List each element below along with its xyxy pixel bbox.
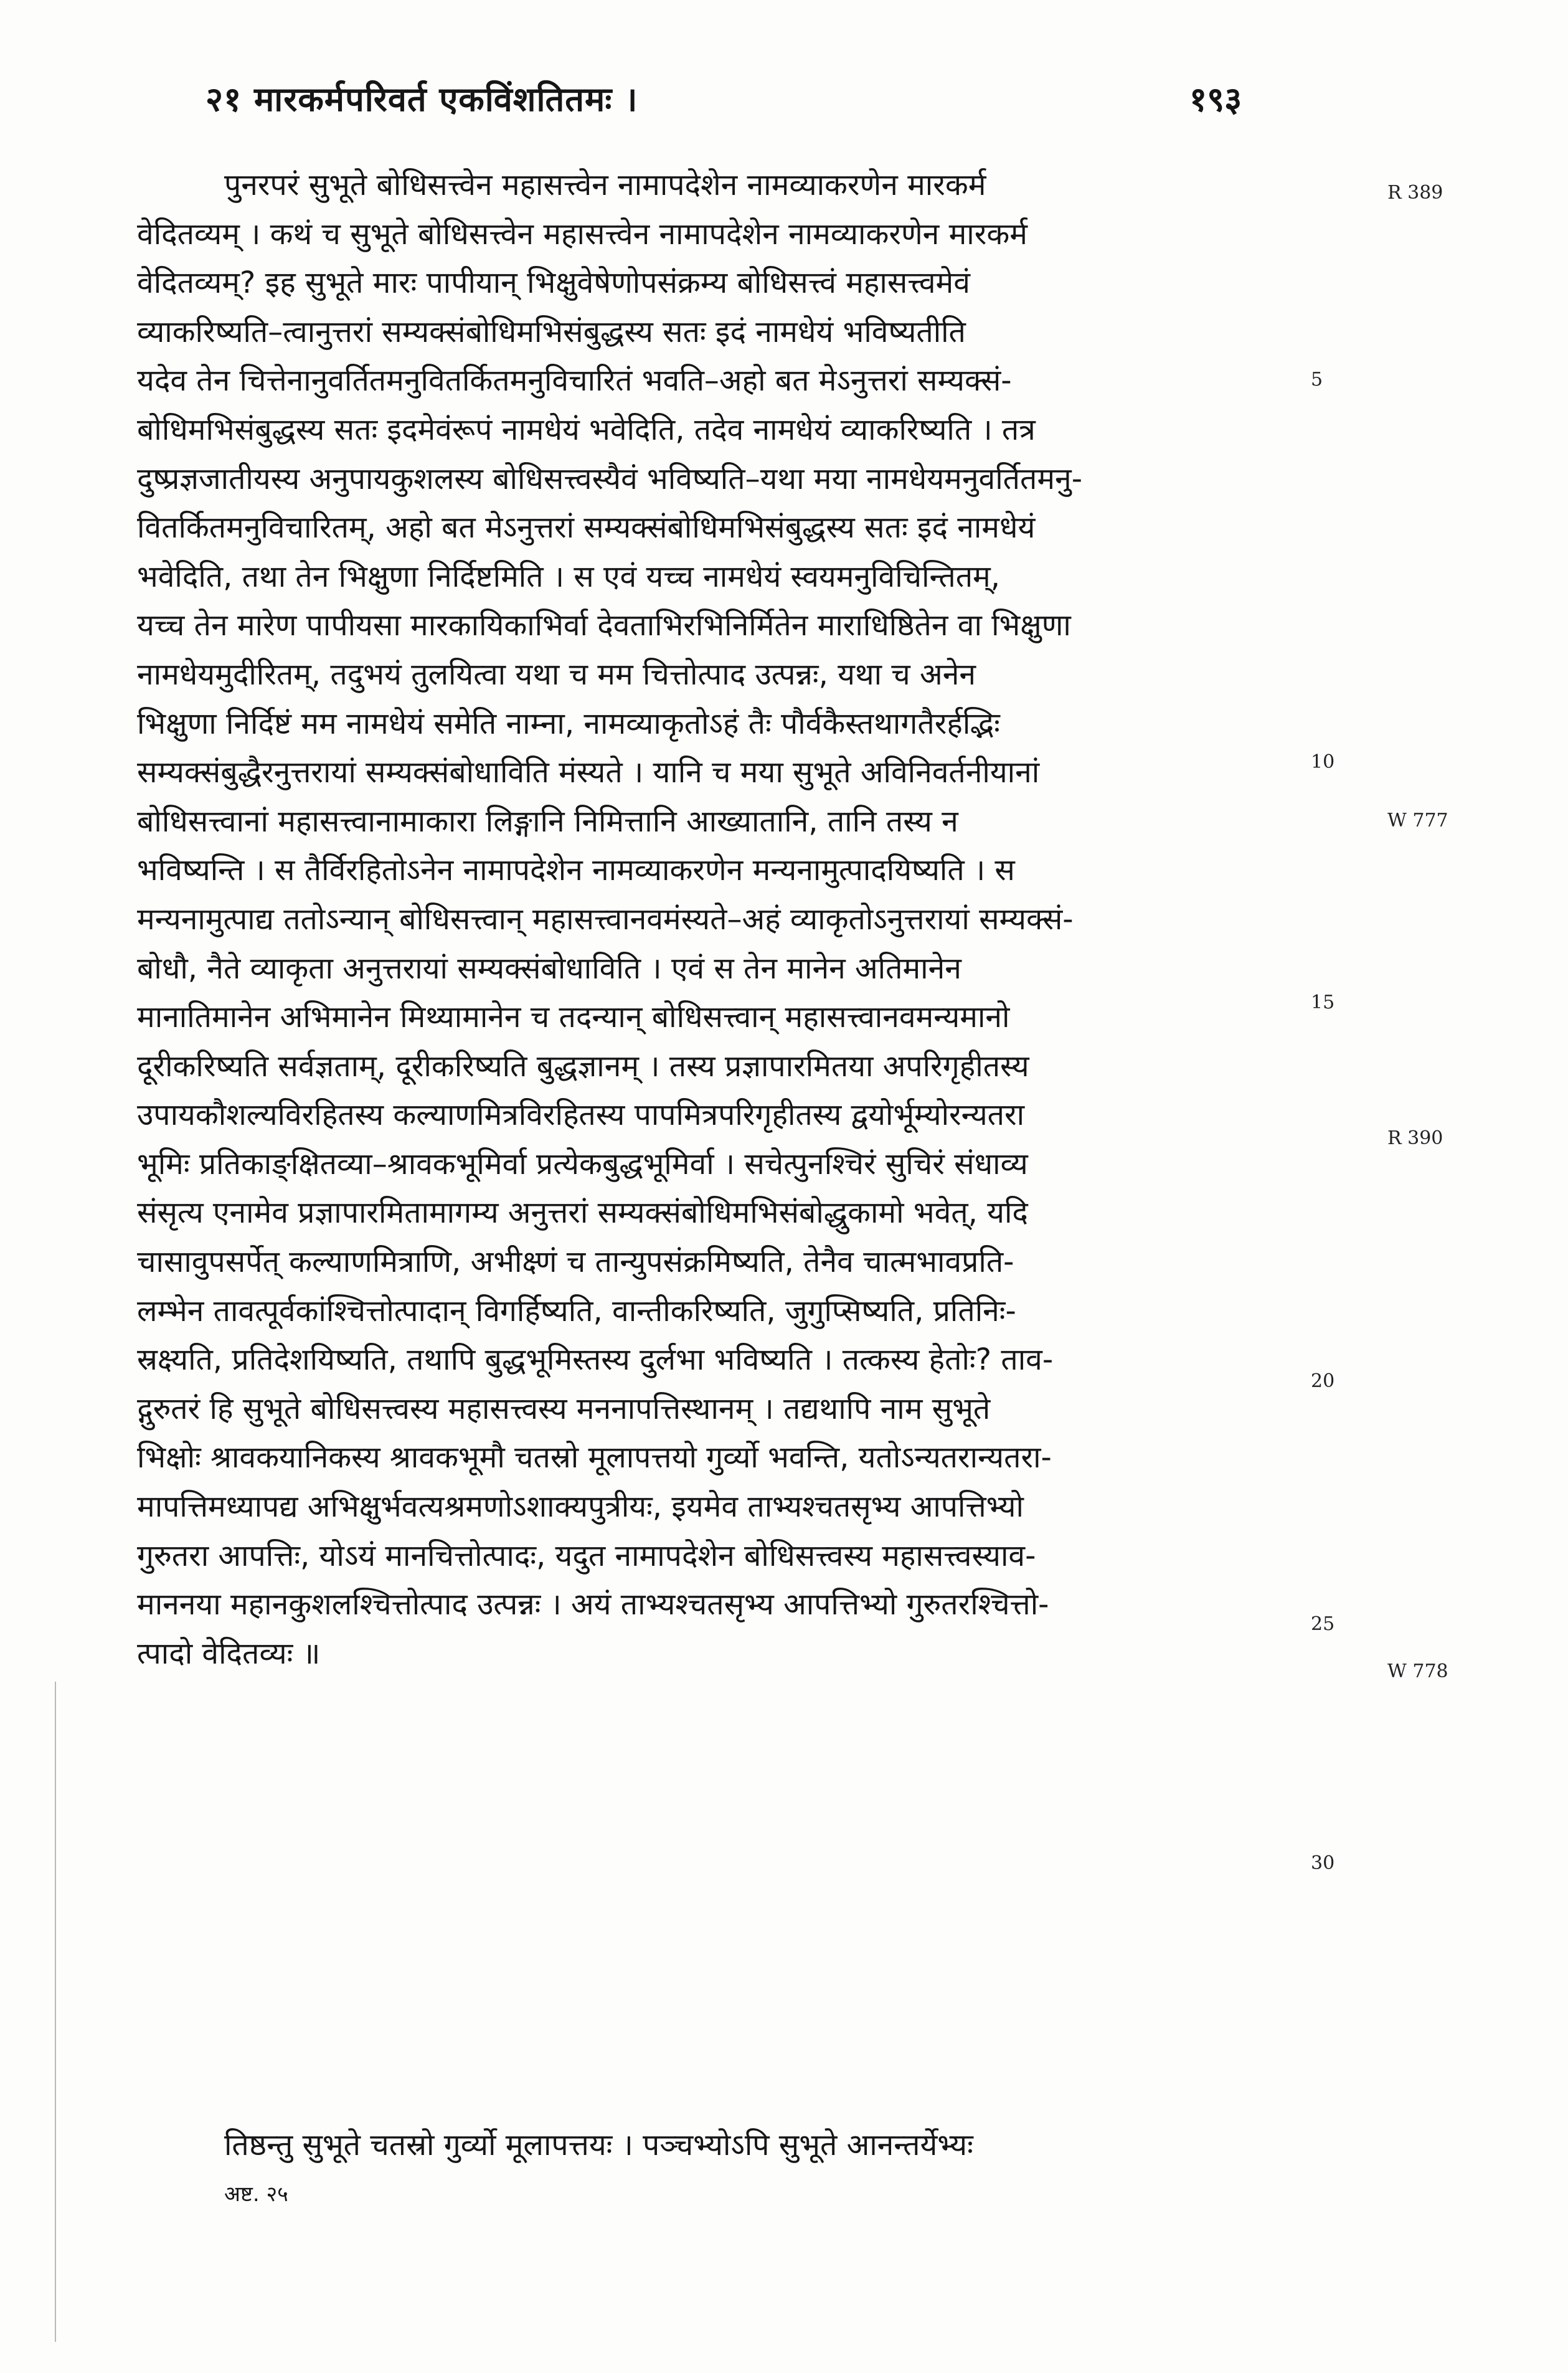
text-line: सम्यक्संबुद्धैरनुत्तरायां सम्यक्संबोधाविति मंस्यते । यानि च मया सुभूते अविनिवर्तनीयानां bbox=[137, 755, 1040, 790]
signature-mark: अष्ट. २५ bbox=[224, 2182, 288, 2207]
line-number: 20 bbox=[1311, 1370, 1335, 1392]
text-line: स्रक्ष्यति, प्रतिदेशयिष्यति, तथापि बुद्धभूमिस्तस्य दुर्लभा भविष्यति । तत्कस्य हेतोः? ताव- bbox=[137, 1342, 1054, 1378]
running-head: २१ मारकर्मपरिवर्त एकविंशतितमः । bbox=[205, 80, 638, 119]
page-header bbox=[205, 75, 1389, 137]
text-line: लम्भेन तावत्पूर्वकांश्चित्तोत्पादान् विगर्हिष्यति, वान्तीकरिष्यति, जुगुप्सिष्यति, प्रतिनिः- bbox=[137, 1293, 1016, 1329]
page-edge-line bbox=[55, 1682, 56, 2342]
text-line: यच्च तेन मारेण पापीयसा मारकायिकाभिर्वा देवताभिरभिनिर्मितेन माराधिष्ठितेन वा भिक्षुणा bbox=[137, 608, 1071, 643]
text-line: भूमिः प्रतिकाङ्क्षितव्या–श्रावकभूमिर्वा प्रत्येकबुद्धभूमिर्वा । सचेत्पुनश्चिरं सुचिरं संधाव्य bbox=[137, 1146, 1028, 1182]
text-line: दूरीकरिष्यति सर्वज्ञताम्, दूरीकरिष्यति बुद्धज्ञानम् । तस्य प्रज्ञापारमितया अपरिगृहीतस्य bbox=[137, 1048, 1029, 1084]
text-line: त्पादो वेदितव्यः ॥ bbox=[137, 1636, 321, 1671]
text-line: पुनरपरं सुभूते बोधिसत्त्वेन महासत्त्वेन नामापदेशेन नामव्याकरणेन मारकर्म bbox=[224, 168, 986, 202]
text-line: संसृत्य एनामेव प्रज्ञापारमितामागम्य अनुत्तरां सम्यक्संबोधिमभिसंबोद्धुकामो भवेत्, यदि bbox=[137, 1195, 1028, 1231]
page-number: १९३ bbox=[1189, 80, 1242, 119]
line-number: 25 bbox=[1311, 1613, 1335, 1635]
margin-reference: R 389 bbox=[1387, 182, 1443, 204]
text-line: भवेदिति, तथा तेन भिक्षुणा निर्दिष्टमिति । स एवं यच्च नामधेयं स्वयमनुविचिन्तितम्, bbox=[137, 559, 1001, 594]
text-line: मानातिमानेन अभिमानेन मिथ्यामानेन च तदन्यान् बोधिसत्त्वान् महासत्त्वानवमन्यमानो bbox=[137, 1000, 1010, 1035]
footnote-line: तिष्ठन्तु सुभूते चतस्रो गुर्व्यो मूलापत्तयः । पञ्चभ्योऽपि सुभूते आनन्तर्येभ्यः bbox=[224, 2128, 973, 2162]
text-line: भिक्षुणा निर्दिष्टं मम नामधेयं समेति नाम्ना, नामव्याकृतोऽहं तैः पौर्वकैस्तथागतैरर्हद्भिः bbox=[137, 706, 1000, 741]
text-line: व्याकरिष्यति–त्वानुत्तरां सम्यक्संबोधिमभिसंबुद्धस्य सतः इदं नामधेयं भविष्यतीति bbox=[137, 314, 966, 349]
margin-reference: W 778 bbox=[1387, 1660, 1448, 1682]
text-line: बोधिमभिसंबुद्धस्य सतः इदमेवंरूपं नामधेयं भवेदिति, तदेव नामधेयं व्याकरिष्यति । तत्र bbox=[137, 412, 1036, 447]
text-line: वेदितव्यम्? इह सुभूते मारः पापीयान् भिक्षुवेषेणोपसंक्रम्य बोधिसत्त्वं महासत्त्वमेवं bbox=[137, 265, 970, 301]
text-line: मन्यनामुत्पाद्य ततोऽन्यान् बोधिसत्त्वान् महासत्त्वानवमंस्यते–अहं व्याकृतोऽनुत्तरायां सम्यक्सं- bbox=[137, 901, 1074, 937]
text-line: बोधिसत्त्वानां महासत्त्वानामाकारा लिङ्गानि निमित्तानि आख्यातानि, तानि तस्य न bbox=[137, 803, 958, 839]
text-line: द्गुरुतरं हि सुभूते बोधिसत्त्वस्य महासत्त्वस्य मननापत्तिस्थानम् । तद्यथापि नाम सुभूते bbox=[137, 1391, 991, 1426]
text-line: यदेव तेन चित्तेनानुवर्तितमनुवितर्कितमनुविचारितं भवति–अहो बत मेऽनुत्तरां सम्यक्सं- bbox=[137, 363, 1012, 399]
line-number: 5 bbox=[1311, 369, 1323, 391]
text-line: मापत्तिमध्यापद्य अभिक्षुर्भवत्यश्रमणोऽशाक्यपुत्रीयः, इयमेव ताभ्यश्चतसृभ्य आपत्तिभ्यो bbox=[137, 1489, 1024, 1525]
text-line: नामधेयमुदीरितम्, तदुभयं तुलयित्वा यथा च मम चित्तोत्पाद उत्पन्नः, यथा च अनेन bbox=[137, 656, 976, 692]
line-number: 15 bbox=[1311, 992, 1335, 1013]
text-line: दुष्प्रज्ञजातीयस्य अनुपायकुशलस्य बोधिसत्त्वस्यैवं भविष्यति–यथा मया नामधेयमनुवर्तितमनु- bbox=[137, 461, 1083, 496]
line-number: 10 bbox=[1311, 751, 1335, 773]
margin-reference: W 777 bbox=[1387, 810, 1448, 831]
text-line: भविष्यन्ति । स तैर्विरहितोऽनेन नामापदेशेन नामव्याकरणेन मन्यनामुत्पादयिष्यति । स bbox=[137, 853, 1015, 888]
text-line: माननया महानकुशलश्चित्तोत्पाद उत्पन्नः । अयं ताभ्यश्चतसृभ्य आपत्तिभ्यो गुरुतरश्चित्तो- bbox=[137, 1587, 1049, 1622]
text-line: उपायकौशल्यविरहितस्य कल्याणमित्रविरहितस्य पापमित्रपरिगृहीतस्य द्वयोर्भूम्योरन्यतरा bbox=[137, 1097, 1025, 1133]
text-line: वितर्कितमनुविचारितम्, अहो बत मेऽनुत्तरां सम्यक्संबोधिमभिसंबुद्धस्य सतः इदं नामधेयं bbox=[137, 510, 1036, 546]
line-number: 30 bbox=[1311, 1852, 1335, 1874]
main-text-block bbox=[137, 161, 1358, 1678]
margin-reference: R 390 bbox=[1387, 1127, 1443, 1149]
text-line: चासावुपसर्पेत् कल्याणमित्राणि, अभीक्ष्णं च तान्युपसंक्रमिष्यति, तेनैव चात्मभावप्रति- bbox=[137, 1244, 1014, 1280]
text-line: गुरुतरा आपत्तिः, योऽयं मानचित्तोत्पादः, यदुत नामापदेशेन बोधिसत्त्वस्य महासत्त्वस्याव- bbox=[137, 1538, 1036, 1573]
text-line: भिक्षोः श्रावकयानिकस्य श्रावकभूमौ चतस्रो मूलापत्तयो गुर्व्यो भवन्ति, यतोऽन्यतरान्यतरा- bbox=[137, 1440, 1052, 1475]
text-line: बोधौ, नैते व्याकृता अनुत्तरायां सम्यक्संबोधाविति । एवं स तेन मानेन अतिमानेन bbox=[137, 950, 961, 986]
text-line: वेदितव्यम् । कथं च सुभूते बोधिसत्त्वेन महासत्त्वेन नामापदेशेन नामव्याकरणेन मारकर्म bbox=[137, 216, 1027, 252]
